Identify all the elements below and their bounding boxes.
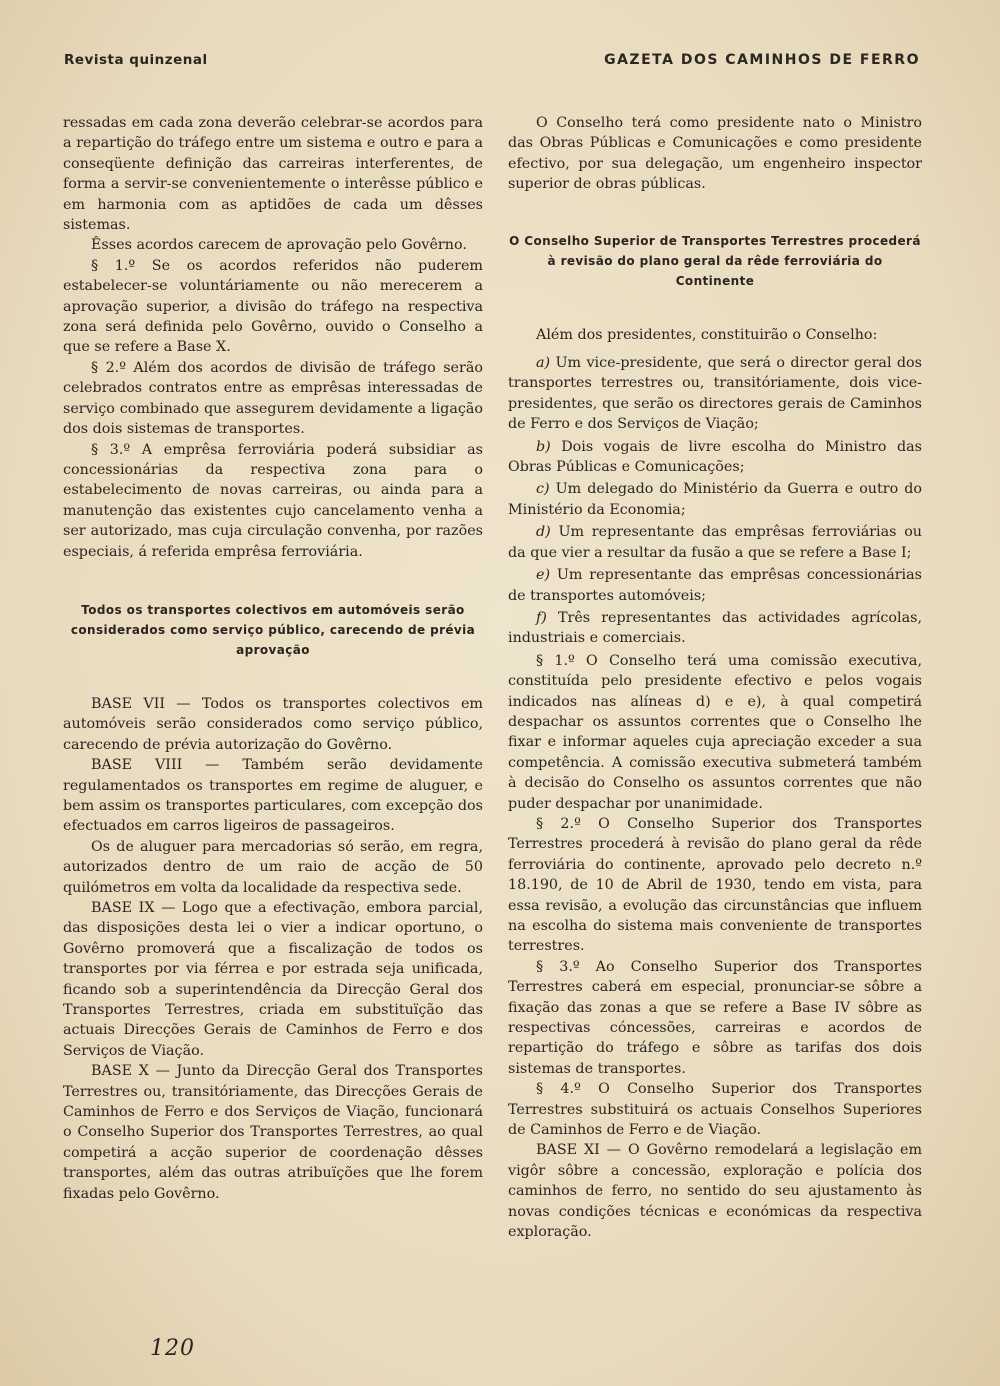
list-item-letter: b) xyxy=(536,438,551,455)
right-column xyxy=(508,113,922,1243)
paragraph: § 3.º A emprêsa ferroviária poderá subsidiar as concessionárias da respectiva zona para o estabelecimento de novas carreiras, ou ainda para a manutenção das existentes cujo cancelamento venha a ser autorizado, mas cuja circulação convenha, por razões especiais, á referida emprêsa ferroviária. xyxy=(63,441,483,560)
list-item xyxy=(508,522,922,563)
list-item-text: Um delegado do Ministério da Guerra e outro do Ministério da Economia; xyxy=(508,481,922,518)
paragraph: ressadas em cada zona deverão celebrar-se acordos para a repartição do tráfego entre um sistema e outro e para a conseqüente definição das carreiras interferentes, de forma a servir-se convenientemente o interêsse público e em harmonia com as aptidões de cada um dêsses sistemas. xyxy=(63,115,483,234)
paragraph: BASE XI — O Govêrno remodelará a legislação em vigôr sôbre a concessão, exploração e polícia dos caminhos de ferro, no sentido do seu ajustamento às novas condições técnicas e económicas da respectiva exploração. xyxy=(508,1142,922,1241)
list-item-letter: e) xyxy=(536,567,551,584)
spacer xyxy=(63,562,483,600)
paragraph: BASE X — Junto da Direcção Geral dos Transportes Terrestres ou, transitóriamente, das Direcções Gerais de Caminhos de Ferro e dos Serviços de Viação, funcionará o Conselho Superior dos Transportes Terrestres, ao qual competirá a acção superior de coordenação dêsses transportes, além das outras atribuïções que lhe forem fixadas pelo Govêrno. xyxy=(63,1063,483,1202)
list-item xyxy=(508,565,922,606)
spacer xyxy=(63,660,483,694)
header-left: Revista quinzenal xyxy=(64,52,208,68)
section-heading: Todos os transportes colectivos em automóveis serão considerados como serviço público, carecendo de prévia aprovação xyxy=(70,602,476,657)
header-right: GAZETA DOS CAMINHOS DE FERRO xyxy=(604,52,920,68)
list-item-text: Dois vogais de livre escolha do Ministro das Obras Públicas e Comunicações; xyxy=(508,438,922,476)
left-column xyxy=(63,113,483,1204)
paragraph: BASE VII — Todos os transportes colectivos em automóveis serão considerados como serviço público, carecendo de prévia autorização do Govêrno. xyxy=(63,695,483,753)
list-item-text: Um representante das emprêsas concessionárias de transportes automóveis; xyxy=(508,567,922,604)
paragraph: § 2.º Além dos acordos de divisão de tráfego serão celebrados contratos entre as emprêsas interessadas de serviço combinado que assegurem devidamente a ligação dos dois sistemas de transportes. xyxy=(63,359,483,438)
list-item-letter: c) xyxy=(536,481,550,498)
paragraph: Além dos presidentes, constituirão o Conselho: xyxy=(536,326,878,343)
list-item-letter: a) xyxy=(536,355,551,372)
page-number: 120 xyxy=(150,1336,195,1361)
paragraph: § 2.º O Conselho Superior dos Transportes Terrestres procederá à revisão do plano geral da rêde ferroviária do continente, aprovado pelo decreto n.º 18.190, de 10 de Abril de 1930, tendo em vista, para essa revisão, a evolução das circunstâncias que influem na escolha do sistema mais conveniente de transportes terrestres. xyxy=(508,815,922,955)
list-item-text: Um vice-presidente, que será o director geral dos transportes terrestres ou, transitóriamente, dois vice-presidentes, que serão os directores gerais de Caminhos de Ferro e dos Serviços de Viação; xyxy=(508,355,922,433)
list-item xyxy=(508,608,922,649)
section-heading: O Conselho Superior de Transportes Terrestres procederá à revisão do plano geral da rêde ferroviária do Continente xyxy=(509,233,921,288)
paragraph: § 4.º O Conselho Superior dos Transportes Terrestres substituirá os actuais Conselhos Superiores de Caminhos de Ferro e de Viação. xyxy=(508,1081,922,1139)
list-item xyxy=(508,479,922,520)
paragraph: BASE IX — Logo que a efectivação, embora parcial, das disposições desta lei o vier a indicar oportuno, o Govêrno promoverá que a fiscalização de todos os transportes por via férrea e por estrada seja unificada, ficando sob a superintendência da Direcção Geral dos Transportes Terrestres, criada em substituïção das actuais Direcções Gerais de Caminhos de Ferro e dos Serviços de Viação. xyxy=(63,900,483,1059)
paragraph: BASE VIII — Também serão devidamente regulamentados os transportes em regime de aluguer, e bem assim os transportes particulares, com excepção dos efectuados em carros ligeiros de passageiros. xyxy=(63,757,483,835)
list-item-text: Um representante das emprêsas ferroviárias ou da que vier a resultar da fusão a que se refere a Base I; xyxy=(508,524,923,561)
list-item xyxy=(508,437,922,478)
spacer xyxy=(508,195,922,231)
spacer xyxy=(508,291,922,325)
list-item-letter: d) xyxy=(536,524,551,541)
paragraph: § 1.º O Conselho terá uma comissão executiva, constituída pelo presidente efectivo e pelos vogais indicados nas alíneas d) e e), à qual competirá despachar os assuntos correntes que o Conselho lhe fixar e informar aqueles cuja apreciação exceder a sua competência. A comissão executiva submeterá também à decisão do Conselho os assuntos correntes que não puder despachar por unanimidade. xyxy=(508,652,922,812)
list-item xyxy=(508,353,922,435)
subparagraph-list xyxy=(508,353,922,649)
list-item-letter: f) xyxy=(536,609,547,626)
list-item-text: Três representantes das actividades agrícolas, industriais e comerciais. xyxy=(508,609,922,647)
paragraph: Os de aluguer para mercadorias só serão, em regra, autorizados dentro de um raio de acção de 50 quilómetros em volta da localidade da respectiva sede. xyxy=(63,838,483,896)
paragraph: § 1.º Se os acordos referidos não puderem estabelecer-se voluntáriamente ou não merecerem a aprovação superior, a divisão do tráfego na respectiva zona será definida pelo Govêrno, ouvido o Conselho a que se refere a Base X. xyxy=(63,257,483,356)
paragraph: § 3.º Ao Conselho Superior dos Transportes Terrestres caberá em especial, pronunciar-se sôbre a fixação das zonas a que se refere a Base IV sôbre as respectivas cóncessões, carreiras e acordos de repartição do tráfego e sôbre as tarifas dos dois sistemas de transportes. xyxy=(508,958,922,1077)
paragraph: Êsses acordos carecem de aprovação pelo Govêrno. xyxy=(91,237,467,254)
running-header xyxy=(64,52,920,76)
paragraph: O Conselho terá como presidente nato o Ministro das Obras Públicas e Comunicações e como presidente efectivo, por sua delegação, um engenheiro inspector superior de obras públicas. xyxy=(508,115,922,193)
